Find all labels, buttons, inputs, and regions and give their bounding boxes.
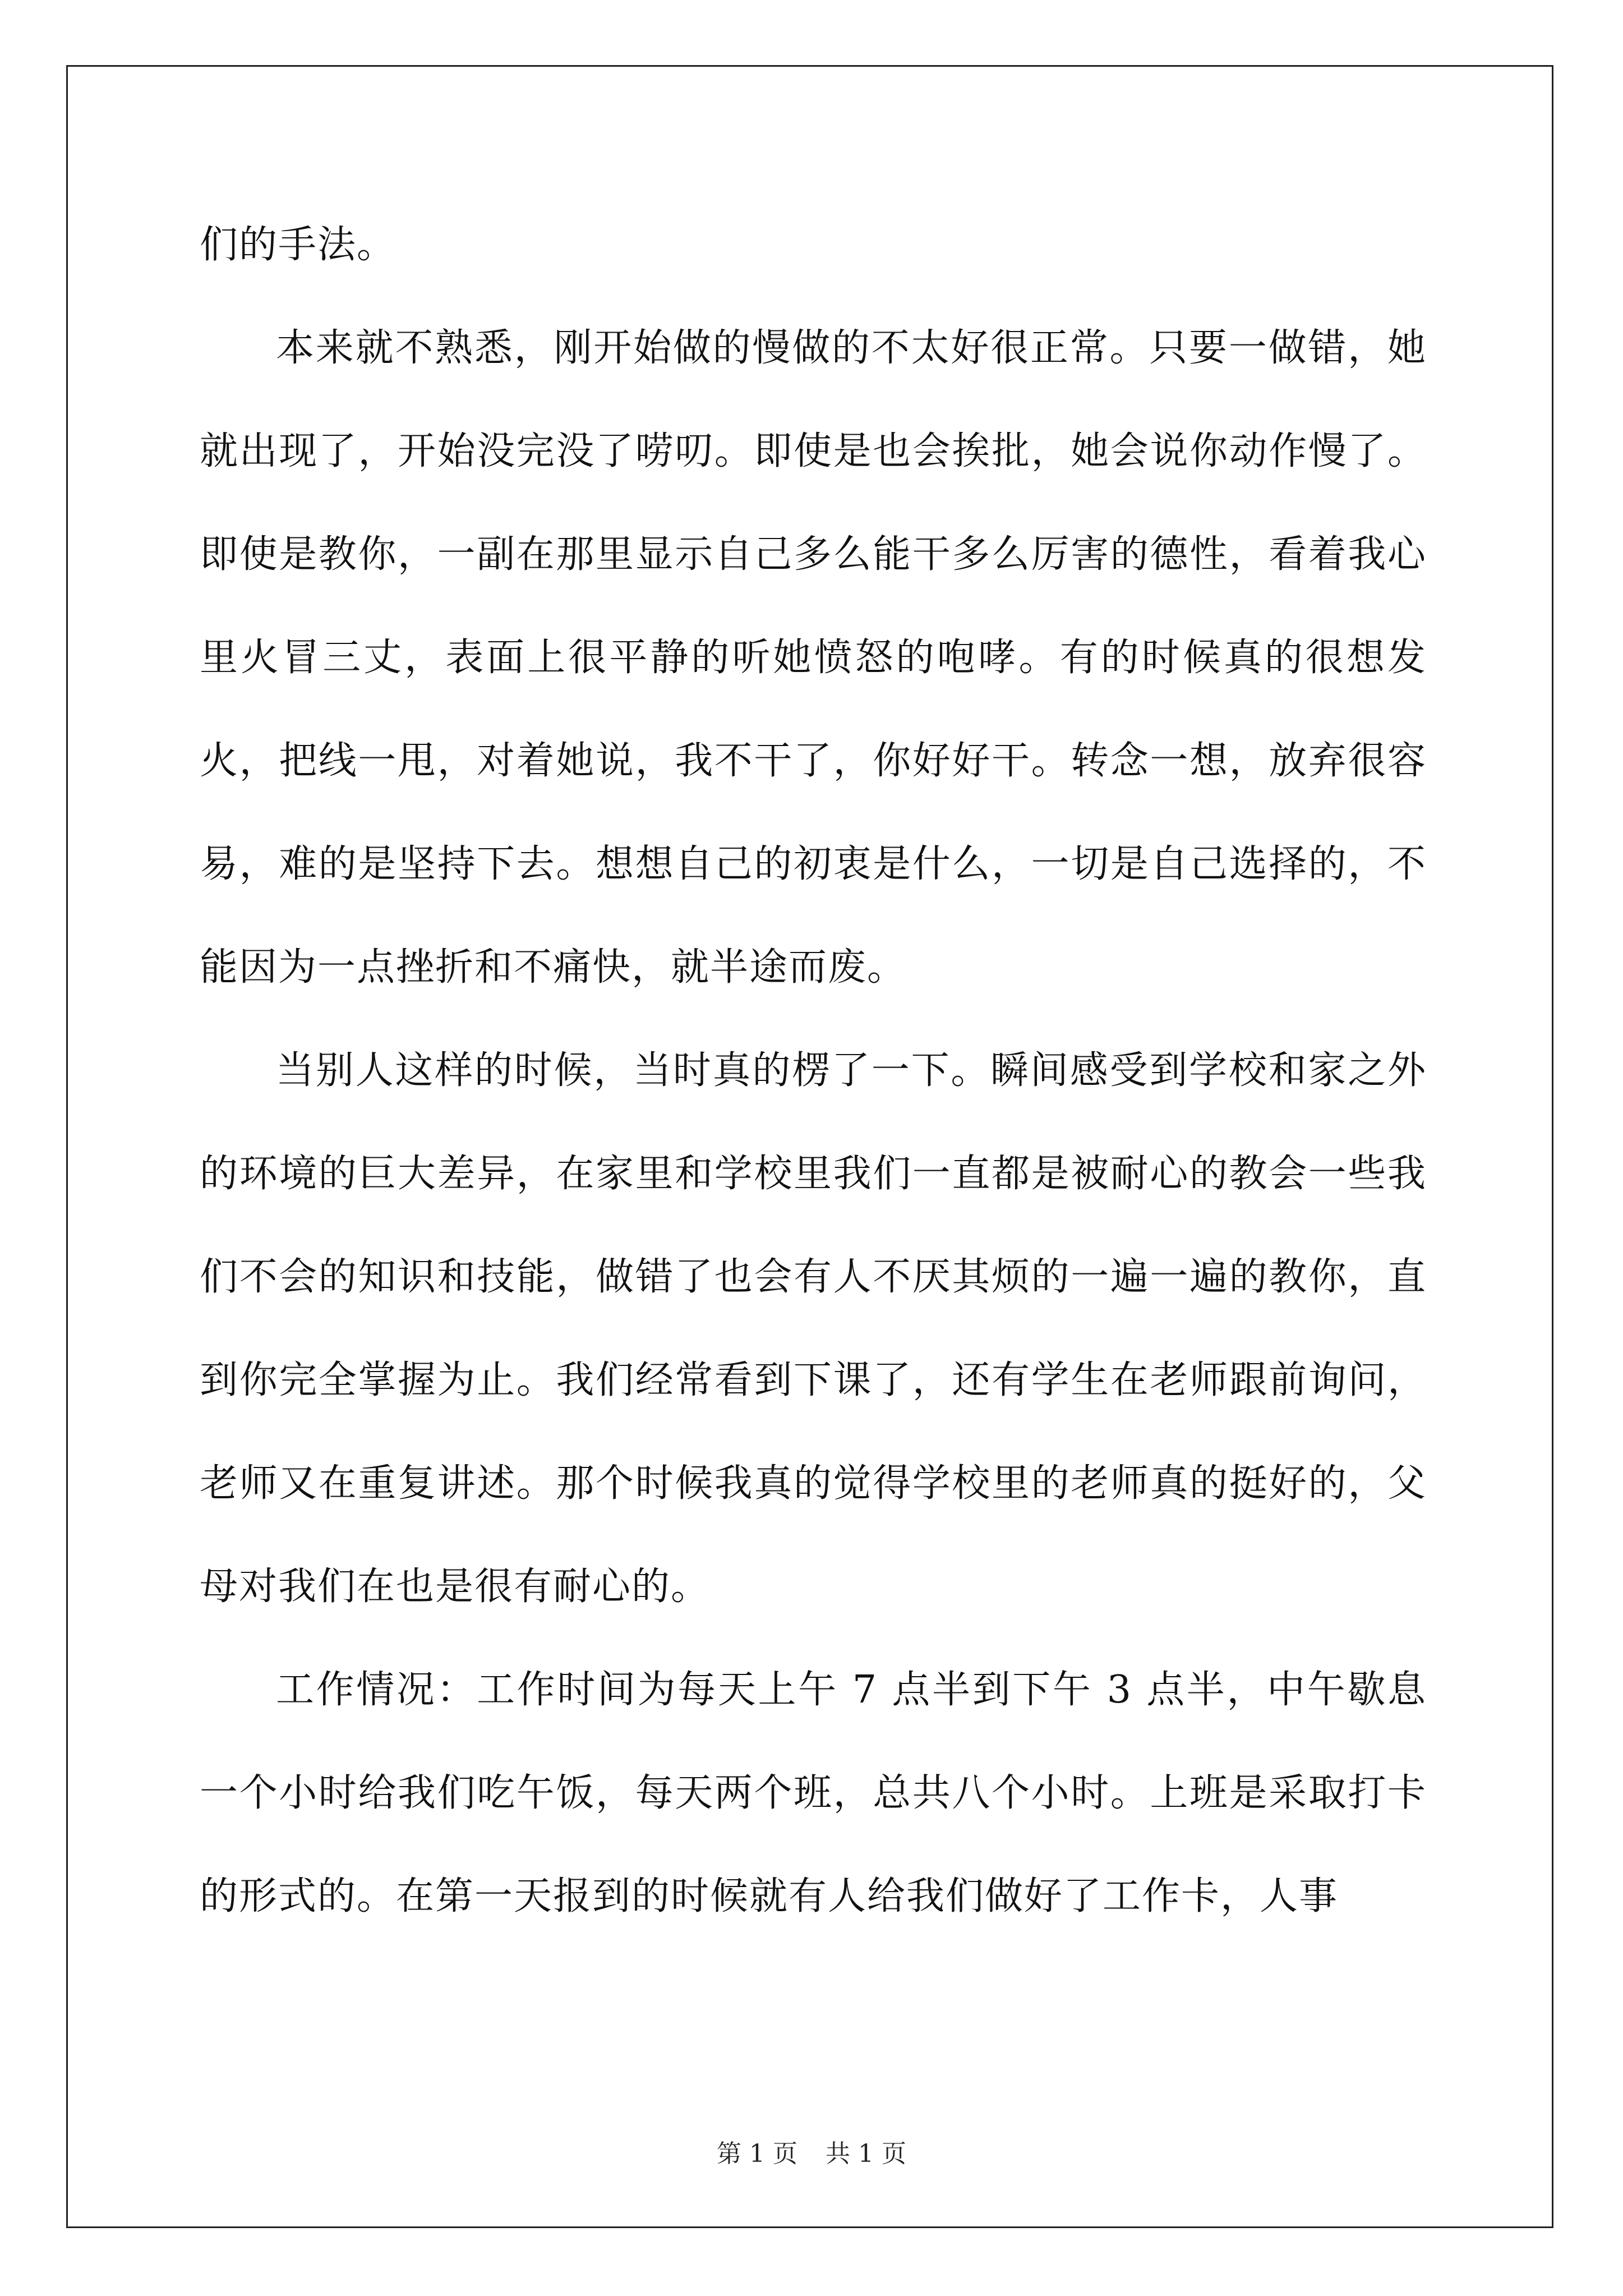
paragraph: 当别人这样的时候，当时真的楞了一下。瞬间感受到学校和家之外的环境的巨大差异，在家里和学校里我们一直都是被耐心的教会一些我们不会的知识和技能，做错了也会有人不厌其烦的一遍一遍的教你，直到你完全掌握为止。我们经常看到下课了，还有学生在老师跟前询问，老师又在重复讲述。那个时候我真的觉得学校里的老师真的挺好的，父母对我们在也是很有耐心的。 xyxy=(200,1048,1427,1609)
page-number: 第 1 页 xyxy=(717,2139,797,2168)
paragraph: 本来就不熟悉，刚开始做的慢做的不太好很正常。只要一做错，她就出现了，开始没完没了唠叨。即使是也会挨批，她会说你动作慢了。即使是教你，一副在那里显示自己多么能干多么厉害的德性，看着我心里火冒三丈，表面上很平静的听她愤怒的咆哮。有的时候真的很想发火，把线一甩，对着她说，我不干了，你好好干。转念一想，放弃很容易，难的是坚持下去。想想自己的初衷是什么，一切是自己选择的，不能因为一点挫折和不痛快，就半途而废。 xyxy=(200,326,1427,990)
page-total: 共 1 页 xyxy=(826,2139,906,2168)
page-footer xyxy=(0,2137,1623,2171)
paragraph-continuation: 们的手法。 xyxy=(200,223,396,267)
paragraph: 工作情况：工作时间为每天上午 7 点半到下午 3 点半，中午歇息一个小时给我们吃午饭，每天两个班，总共八个小时。上班是采取打卡的形式的。在第一天报到的时候就有人给我们做好了工作卡，人事 xyxy=(200,1668,1427,1918)
document-body xyxy=(200,194,1427,1948)
